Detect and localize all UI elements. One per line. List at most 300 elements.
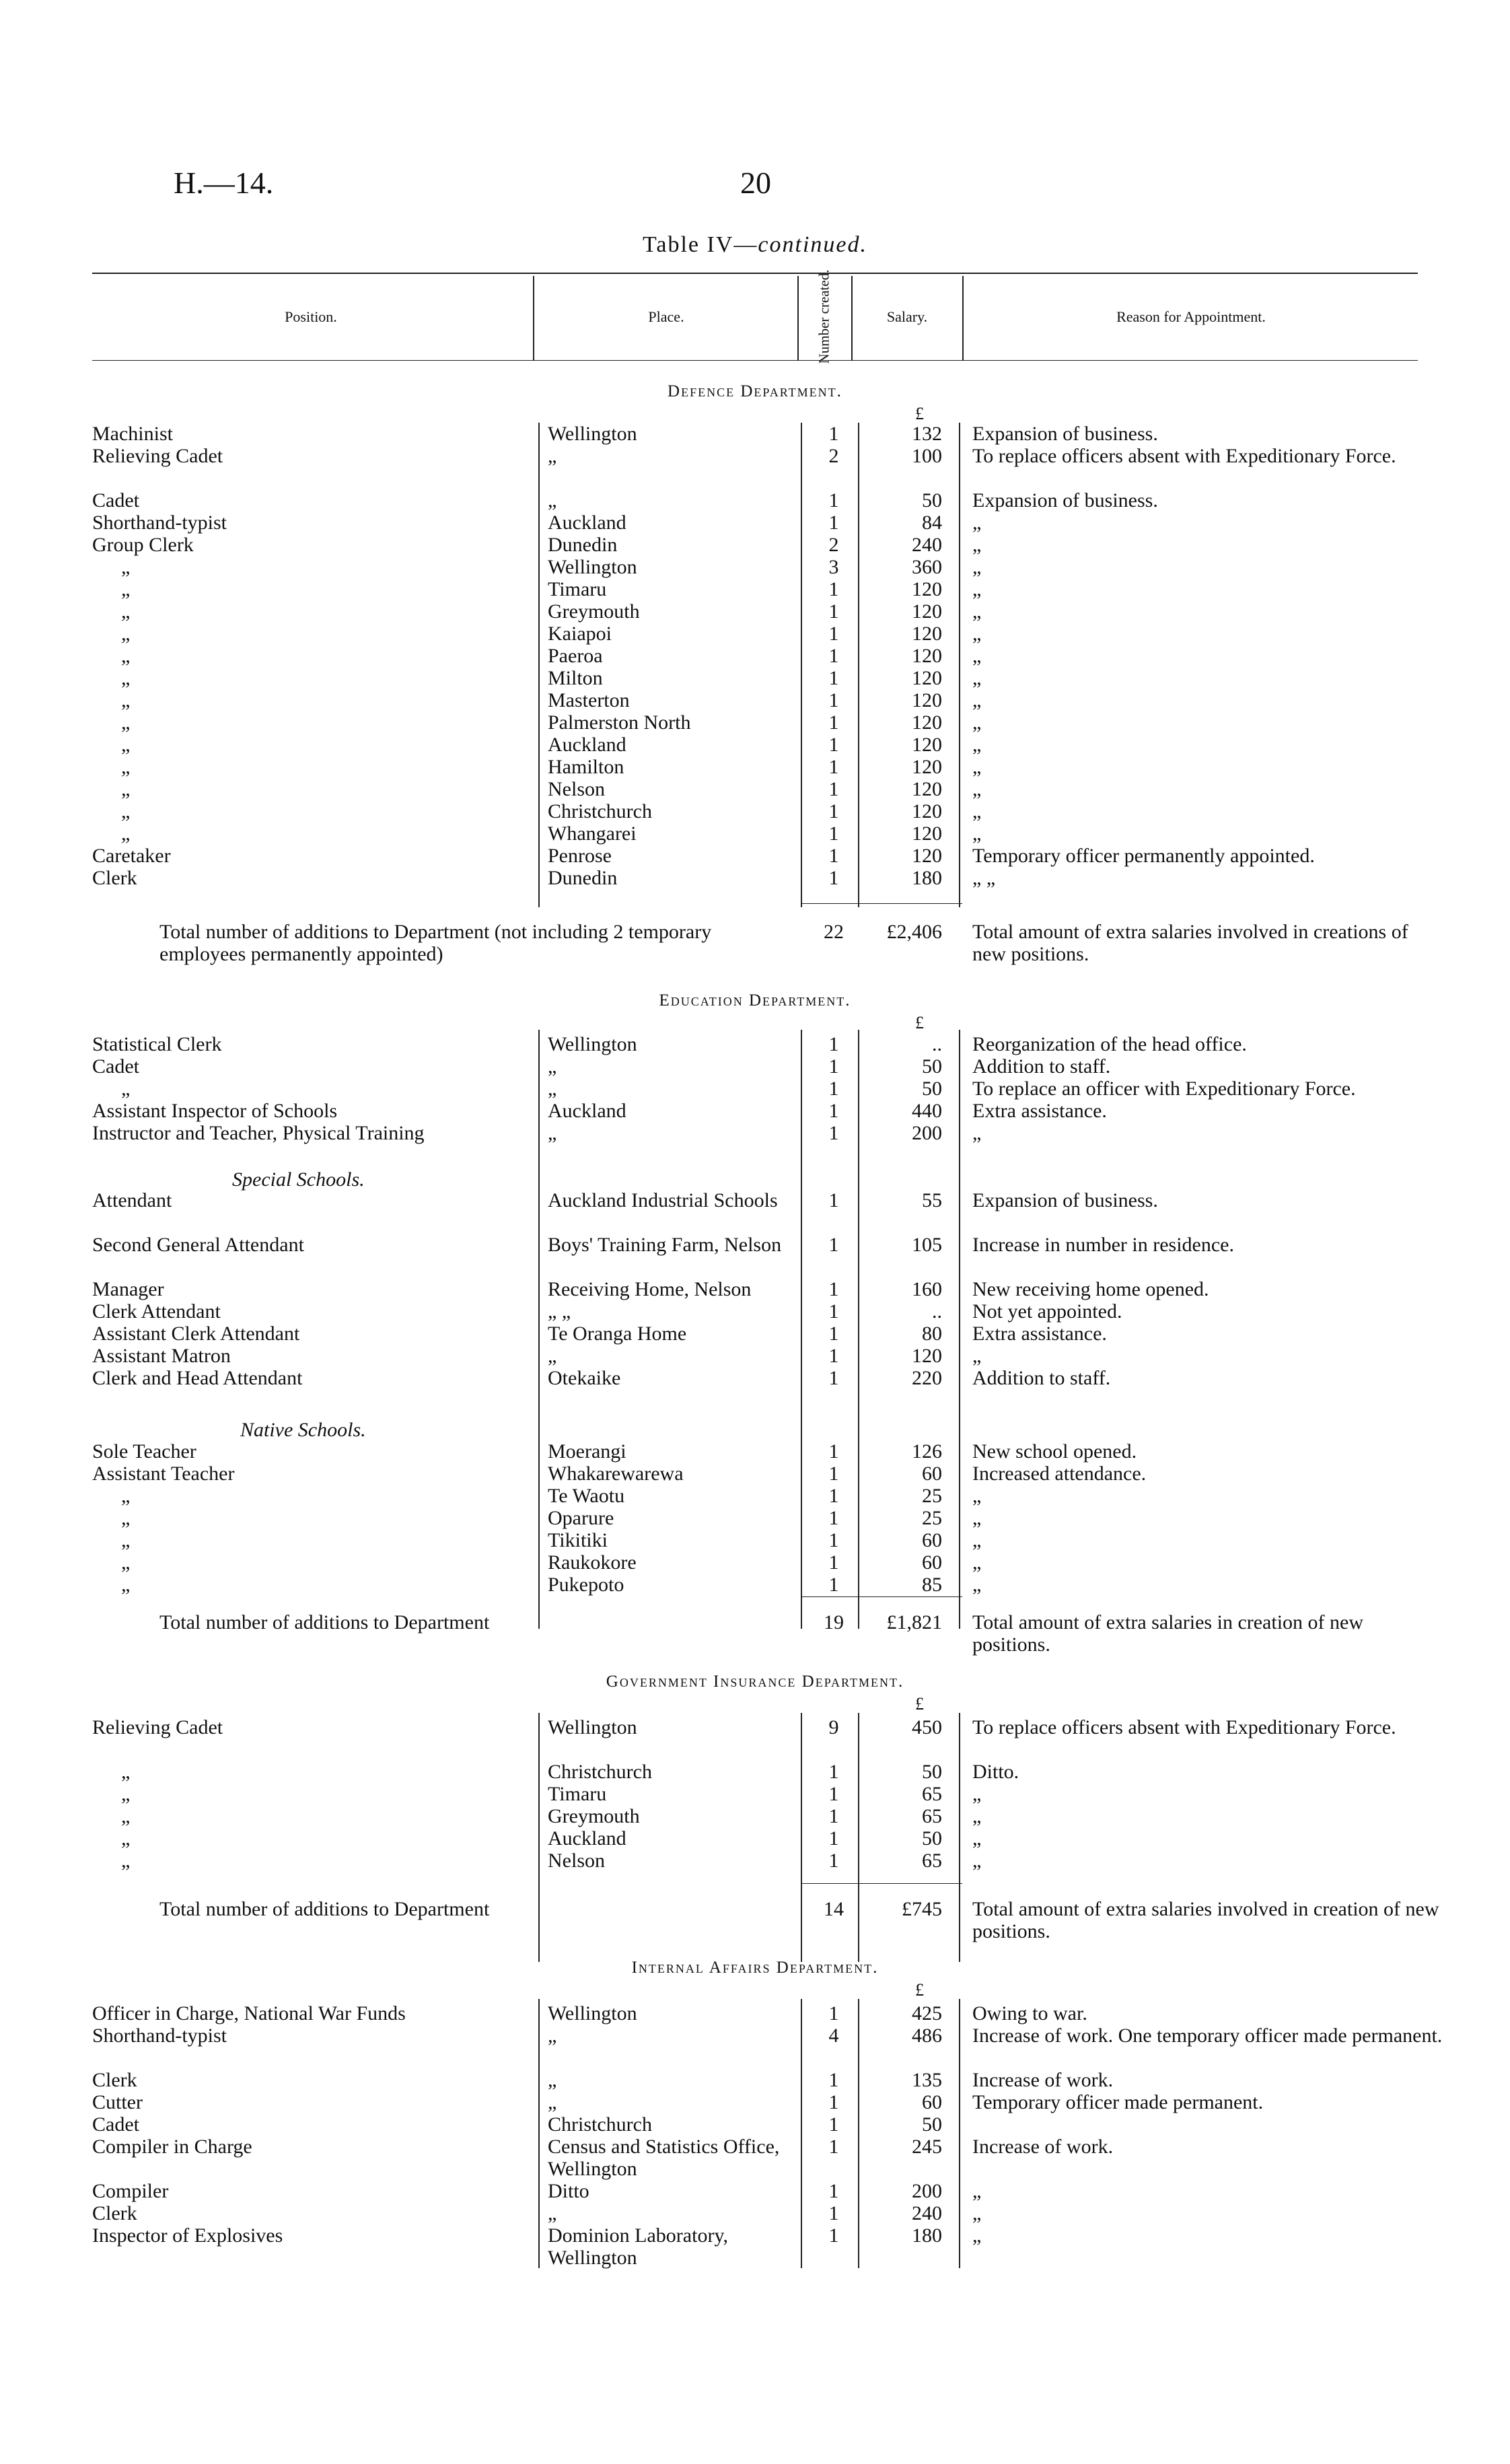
place-cell: Penrose xyxy=(548,845,612,867)
reason-cell: To replace an officer with Expeditionary Force. xyxy=(972,1078,1356,1100)
position-cell: „ xyxy=(121,1761,131,1783)
salary-cell: 25 xyxy=(922,1485,942,1507)
number-cell: 1 xyxy=(828,1323,839,1345)
number-cell: 9 xyxy=(828,1716,839,1738)
position-cell: „ xyxy=(121,1078,131,1100)
reason-cell: New receiving home opened. xyxy=(972,1278,1209,1300)
salary-cell: 50 xyxy=(922,1761,942,1783)
number-cell: 1 xyxy=(828,1055,839,1078)
number-cell: 1 xyxy=(828,689,839,711)
position-cell: Cadet xyxy=(92,489,139,512)
reason-cell: Addition to staff. xyxy=(972,1055,1111,1078)
number-cell: 1 xyxy=(828,1463,839,1485)
place-cell: „ xyxy=(548,2202,557,2224)
salary-cell: 120 xyxy=(912,800,942,822)
reason-cell: „ xyxy=(972,756,982,778)
number-cell: 1 xyxy=(828,667,839,689)
salary-cell: 180 xyxy=(912,2224,942,2247)
number-cell: 1 xyxy=(828,645,839,667)
place-cell: Paeroa xyxy=(548,645,603,667)
place-cell: Te Waotu xyxy=(548,1485,625,1507)
number-cell: 1 xyxy=(828,512,839,534)
salary-cell: 220 xyxy=(912,1367,942,1389)
insurance-total-number: 14 xyxy=(824,1898,844,1920)
salary-cell: 50 xyxy=(922,489,942,512)
number-cell: 2 xyxy=(828,445,839,467)
reason-cell: „ xyxy=(972,600,982,623)
salary-cell: 65 xyxy=(922,1783,942,1805)
reason-cell: Extra assistance. xyxy=(972,1100,1107,1122)
reason-cell: „ xyxy=(972,1783,982,1805)
place-cell: „ xyxy=(548,489,557,512)
number-cell: 1 xyxy=(828,1300,839,1323)
salary-cell: 450 xyxy=(912,1716,942,1738)
position-cell: Assistant Clerk Attendant xyxy=(92,1323,300,1345)
number-cell: 1 xyxy=(828,2069,839,2091)
salary-cell: 100 xyxy=(912,445,942,467)
reason-cell: „ xyxy=(972,1507,982,1529)
reason-cell: „ xyxy=(972,534,982,556)
reason-cell: Owing to war. xyxy=(972,2002,1087,2025)
number-cell: 1 xyxy=(828,800,839,822)
number-cell: 1 xyxy=(828,1440,839,1463)
place-cell: „ xyxy=(548,1055,557,1078)
salary-cell: 55 xyxy=(922,1189,942,1211)
position-cell: Assistant Matron xyxy=(92,1345,231,1367)
salary-cell: 60 xyxy=(922,1463,942,1485)
place-cell: Auckland xyxy=(548,1827,626,1850)
reason-cell: Addition to staff. xyxy=(972,1367,1111,1389)
number-cell: 1 xyxy=(828,1529,839,1551)
salary-cell: 60 xyxy=(922,2091,942,2113)
subheading-special-schools: Special Schools. xyxy=(232,1168,365,1191)
position-cell: Clerk and Head Attendant xyxy=(92,1367,303,1389)
position-cell: Clerk Attendant xyxy=(92,1300,221,1323)
salary-cell: 80 xyxy=(922,1323,942,1345)
number-cell: 1 xyxy=(828,756,839,778)
position-cell: Instructor and Teacher, Physical Training xyxy=(92,1122,425,1144)
currency-symbol: £ xyxy=(915,1980,924,2000)
table-title-cont: continued. xyxy=(758,232,867,257)
position-cell: „ xyxy=(121,556,131,578)
reason-cell: „ xyxy=(972,778,982,800)
number-cell: 1 xyxy=(828,845,839,867)
place-cell: Timaru xyxy=(548,1783,607,1805)
reason-cell: „ xyxy=(972,667,982,689)
table-title-main: Table IV— xyxy=(643,232,758,257)
col-header-place: Place. xyxy=(648,308,684,325)
reason-cell: „ xyxy=(972,512,982,534)
number-cell: 1 xyxy=(828,623,839,645)
col-divider xyxy=(801,1999,802,2268)
place-cell: Christchurch xyxy=(548,2113,652,2136)
number-cell: 1 xyxy=(828,1761,839,1783)
reason-cell: „ „ xyxy=(972,867,996,889)
reason-cell: „ xyxy=(972,623,982,645)
reason-cell: To replace officers absent with Expeditionary Force. xyxy=(972,445,1396,467)
place-cell: Whangarei xyxy=(548,822,637,845)
number-cell: 1 xyxy=(828,778,839,800)
reason-cell: Expansion of business. xyxy=(972,489,1158,512)
reason-cell: „ xyxy=(972,645,982,667)
place-cell: Greymouth xyxy=(548,1805,640,1827)
position-cell: „ xyxy=(121,1574,131,1596)
col-divider xyxy=(538,423,540,907)
salary-cell: 120 xyxy=(912,778,942,800)
position-cell: Caretaker xyxy=(92,845,171,867)
number-cell: 1 xyxy=(828,1234,839,1256)
salary-cell: 60 xyxy=(922,1529,942,1551)
number-cell: 1 xyxy=(828,2091,839,2113)
position-cell: „ xyxy=(121,800,131,822)
total-rule xyxy=(801,903,962,904)
reason-cell: „ xyxy=(972,578,982,600)
number-cell: 1 xyxy=(828,1783,839,1805)
reason-cell: New school opened. xyxy=(972,1440,1137,1463)
position-cell: Shorthand-typist xyxy=(92,512,227,534)
col-header-position: Position. xyxy=(285,308,337,325)
position-cell: Clerk xyxy=(92,867,137,889)
col-divider xyxy=(533,276,534,360)
position-cell: „ xyxy=(121,734,131,756)
reason-cell: „ xyxy=(972,800,982,822)
col-divider xyxy=(851,276,853,360)
reason-cell: Not yet appointed. xyxy=(972,1300,1122,1323)
number-cell: 1 xyxy=(828,1850,839,1872)
number-cell: 1 xyxy=(828,1189,839,1211)
number-cell: 1 xyxy=(828,1485,839,1507)
reason-cell: Temporary officer permanently appointed. xyxy=(972,845,1315,867)
position-cell: „ xyxy=(121,822,131,845)
reason-cell: Increase of work. xyxy=(972,2136,1114,2158)
position-cell: „ xyxy=(121,711,131,734)
currency-symbol: £ xyxy=(915,1013,924,1032)
position-cell: „ xyxy=(121,1551,131,1574)
reason-cell: „ xyxy=(972,1122,982,1144)
col-divider xyxy=(538,1999,540,2268)
position-cell: Clerk xyxy=(92,2202,137,2224)
position-cell: Compiler xyxy=(92,2180,169,2202)
number-cell: 4 xyxy=(828,2025,839,2047)
position-cell: Statistical Clerk xyxy=(92,1033,222,1055)
place-cell: „ xyxy=(548,2069,557,2091)
place-cell: Raukokore xyxy=(548,1551,637,1574)
col-divider xyxy=(801,1713,802,1962)
position-cell: Shorthand-typist xyxy=(92,2025,227,2047)
place-cell: Receiving Home, Nelson xyxy=(548,1278,752,1300)
number-cell: 1 xyxy=(828,1574,839,1596)
reason-cell: „ xyxy=(972,689,982,711)
number-cell: 1 xyxy=(828,2113,839,2136)
position-cell: Clerk xyxy=(92,2069,137,2091)
position-cell: Assistant Teacher xyxy=(92,1463,235,1485)
education-total-number: 19 xyxy=(824,1611,844,1633)
position-cell: Inspector of Explosives xyxy=(92,2224,283,2247)
col-divider xyxy=(797,276,799,360)
salary-cell: 180 xyxy=(912,867,942,889)
salary-cell: 200 xyxy=(912,1122,942,1144)
place-cell: Ditto xyxy=(548,2180,589,2202)
number-cell: 1 xyxy=(828,2224,839,2247)
report-code: H.—14. xyxy=(174,166,274,200)
number-cell: 1 xyxy=(828,2002,839,2025)
position-cell: „ xyxy=(121,1850,131,1872)
position-cell: Compiler in Charge xyxy=(92,2136,252,2158)
reason-cell: „ xyxy=(972,822,982,845)
salary-cell: 60 xyxy=(922,1551,942,1574)
reason-cell: „ xyxy=(972,1850,982,1872)
position-cell: „ xyxy=(121,1529,131,1551)
salary-cell: 135 xyxy=(912,2069,942,2091)
number-cell: 1 xyxy=(828,1078,839,1100)
place-cell: Whakarewarewa xyxy=(548,1463,684,1485)
salary-cell: 50 xyxy=(922,2113,942,2136)
number-cell: 1 xyxy=(828,1805,839,1827)
position-cell: Attendant xyxy=(92,1189,172,1211)
position-cell: „ xyxy=(121,778,131,800)
defence-total-salary: £2,406 xyxy=(886,921,942,943)
number-cell: 1 xyxy=(828,489,839,512)
section-heading-defence: Defence Department. xyxy=(668,382,842,400)
number-cell: 1 xyxy=(828,1507,839,1529)
position-cell: „ xyxy=(121,1783,131,1805)
insurance-total-salary: £745 xyxy=(902,1898,942,1920)
reason-cell: Temporary officer made permanent. xyxy=(972,2091,1264,2113)
position-cell: Cadet xyxy=(92,1055,139,1078)
section-heading-education: Education Department. xyxy=(659,991,851,1010)
salary-cell: 120 xyxy=(912,645,942,667)
col-header-number: Number created. xyxy=(816,269,832,364)
place-cell: Dunedin xyxy=(548,867,618,889)
place-cell: Otekaike xyxy=(548,1367,621,1389)
place-cell: Wellington xyxy=(548,1716,637,1738)
place-cell: Milton xyxy=(548,667,603,689)
number-cell: 1 xyxy=(828,734,839,756)
currency-symbol: £ xyxy=(915,404,924,423)
place-cell: Tikitiki xyxy=(548,1529,608,1551)
position-cell: Group Clerk xyxy=(92,534,194,556)
reason-cell: „ xyxy=(972,1529,982,1551)
number-cell: 3 xyxy=(828,556,839,578)
place-cell: Nelson xyxy=(548,778,605,800)
place-cell: Dunedin xyxy=(548,534,618,556)
reason-cell: „ xyxy=(972,2224,982,2247)
position-cell: Sole Teacher xyxy=(92,1440,196,1463)
position-cell: „ xyxy=(121,667,131,689)
education-total-label: Total number of additions to Department xyxy=(159,1611,490,1633)
place-cell: „ xyxy=(548,2091,557,2113)
salary-cell: .. xyxy=(932,1033,942,1055)
col-header-reason: Reason for Appointment. xyxy=(1116,308,1266,325)
place-cell: „ xyxy=(548,1078,557,1100)
reason-cell: „ xyxy=(972,1551,982,1574)
place-cell: Te Oranga Home xyxy=(548,1323,687,1345)
reason-cell: Increase of work. One temporary officer made permanent. xyxy=(972,2025,1443,2047)
salary-cell: 85 xyxy=(922,1574,942,1596)
reason-cell: „ xyxy=(972,1827,982,1850)
number-cell: 1 xyxy=(828,1278,839,1300)
place-cell: Oparure xyxy=(548,1507,614,1529)
reason-cell: „ xyxy=(972,2202,982,2224)
place-cell: Moerangi xyxy=(548,1440,626,1463)
position-cell: „ xyxy=(121,578,131,600)
place-cell: Timaru xyxy=(548,578,607,600)
salary-cell: .. xyxy=(932,1300,942,1323)
reason-cell: Expansion of business. xyxy=(972,423,1158,445)
total-rule xyxy=(801,1883,962,1884)
number-cell: 1 xyxy=(828,1367,839,1389)
table-title xyxy=(0,232,1510,258)
salary-cell: 132 xyxy=(912,423,942,445)
place-cell: Census and Statistics Office, Wellington xyxy=(548,2136,780,2180)
reason-cell: „ xyxy=(972,1345,982,1367)
place-cell: Auckland xyxy=(548,734,626,756)
reason-cell: „ xyxy=(972,556,982,578)
reason-cell: Extra assistance. xyxy=(972,1323,1107,1345)
total-rule xyxy=(801,1596,962,1597)
number-cell: 1 xyxy=(828,423,839,445)
salary-cell: 50 xyxy=(922,1055,942,1078)
salary-cell: 120 xyxy=(912,667,942,689)
number-cell: 1 xyxy=(828,1122,839,1144)
reason-cell: „ xyxy=(972,711,982,734)
place-cell: „ xyxy=(548,1122,557,1144)
col-divider xyxy=(959,423,960,907)
salary-cell: 240 xyxy=(912,534,942,556)
number-cell: 1 xyxy=(828,1345,839,1367)
salary-cell: 120 xyxy=(912,845,942,867)
position-cell: „ xyxy=(121,1507,131,1529)
position-cell: „ xyxy=(121,1827,131,1850)
salary-cell: 105 xyxy=(912,1234,942,1256)
number-cell: 1 xyxy=(828,1100,839,1122)
insurance-total-reason: Total amount of extra salaries involved in creation of new positions. xyxy=(972,1898,1439,1942)
col-divider xyxy=(962,276,964,360)
place-cell: Auckland Industrial Schools xyxy=(548,1189,778,1211)
number-cell: 2 xyxy=(828,534,839,556)
col-header-salary: Salary. xyxy=(886,308,928,325)
reason-cell: Expansion of business. xyxy=(972,1189,1158,1211)
place-cell: Auckland xyxy=(548,512,626,534)
position-cell: Machinist xyxy=(92,423,173,445)
col-divider xyxy=(959,1999,960,2268)
place-cell: Wellington xyxy=(548,423,637,445)
col-divider xyxy=(538,1713,540,1962)
position-cell: „ xyxy=(121,600,131,623)
insurance-total-label: Total number of additions to Department xyxy=(159,1898,490,1920)
salary-cell: 120 xyxy=(912,578,942,600)
reason-cell: To replace officers absent with Expeditionary Force. xyxy=(972,1716,1396,1738)
number-cell: 1 xyxy=(828,1033,839,1055)
position-cell: Cadet xyxy=(92,2113,139,2136)
reason-cell: „ xyxy=(972,1485,982,1507)
section-heading-internal-affairs: Internal Affairs Department. xyxy=(631,1959,879,1977)
currency-symbol: £ xyxy=(915,1694,924,1714)
place-cell: Masterton xyxy=(548,689,630,711)
education-total-salary: £1,821 xyxy=(886,1611,942,1633)
salary-cell: 200 xyxy=(912,2180,942,2202)
salary-cell: 120 xyxy=(912,756,942,778)
salary-cell: 84 xyxy=(922,512,942,534)
reason-cell: Increase in number in residence. xyxy=(972,1234,1234,1256)
number-cell: 1 xyxy=(828,822,839,845)
place-cell: „ xyxy=(548,445,557,467)
salary-cell: 120 xyxy=(912,689,942,711)
number-cell: 1 xyxy=(828,578,839,600)
place-cell: Pukepoto xyxy=(548,1574,624,1596)
number-cell: 1 xyxy=(828,2180,839,2202)
number-cell: 1 xyxy=(828,711,839,734)
position-cell: Cutter xyxy=(92,2091,143,2113)
place-cell: Greymouth xyxy=(548,600,640,623)
position-cell: Relieving Cadet xyxy=(92,1716,223,1738)
position-cell: Second General Attendant xyxy=(92,1234,304,1256)
header-bottom-rule xyxy=(92,360,1418,361)
salary-cell: 486 xyxy=(912,2025,942,2047)
number-cell: 1 xyxy=(828,867,839,889)
number-cell: 1 xyxy=(828,1827,839,1850)
number-cell: 1 xyxy=(828,2202,839,2224)
place-cell: Boys' Training Farm, Nelson xyxy=(548,1234,782,1256)
position-cell: „ xyxy=(121,756,131,778)
place-cell: Nelson xyxy=(548,1850,605,1872)
reason-cell: „ xyxy=(972,2180,982,2202)
place-cell: „ „ xyxy=(548,1300,571,1323)
place-cell: Palmerston North xyxy=(548,711,691,734)
reason-cell: „ xyxy=(972,734,982,756)
reason-cell: Ditto. xyxy=(972,1761,1019,1783)
defence-total-label: Total number of additions to Department (not including 2 temporary employees permanently appointed) xyxy=(159,921,712,965)
position-cell: „ xyxy=(121,1805,131,1827)
salary-cell: 50 xyxy=(922,1078,942,1100)
reason-cell: Increase of work. xyxy=(972,2069,1114,2091)
position-cell: Officer in Charge, National War Funds xyxy=(92,2002,406,2025)
position-cell: Relieving Cadet xyxy=(92,445,223,467)
place-cell: Wellington xyxy=(548,556,637,578)
position-cell: Assistant Inspector of Schools xyxy=(92,1100,338,1122)
education-total-reason: Total amount of extra salaries in creation of new positions. xyxy=(972,1611,1364,1656)
number-cell: 1 xyxy=(828,1551,839,1574)
place-cell: Kaiapoi xyxy=(548,623,612,645)
salary-cell: 120 xyxy=(912,1345,942,1367)
salary-cell: 245 xyxy=(912,2136,942,2158)
salary-cell: 120 xyxy=(912,822,942,845)
header-top-rule xyxy=(92,273,1418,274)
salary-cell: 25 xyxy=(922,1507,942,1529)
col-divider xyxy=(801,1030,802,1629)
col-divider xyxy=(959,1713,960,1962)
position-cell: „ xyxy=(121,1485,131,1507)
section-heading-insurance: Government Insurance Department. xyxy=(606,1673,904,1691)
col-divider xyxy=(801,423,802,907)
position-cell: „ xyxy=(121,689,131,711)
salary-cell: 120 xyxy=(912,734,942,756)
page-number: 20 xyxy=(740,166,771,200)
place-cell: Hamilton xyxy=(548,756,624,778)
subheading-native-schools: Native Schools. xyxy=(240,1419,366,1441)
defence-total-number: 22 xyxy=(824,921,844,943)
salary-cell: 160 xyxy=(912,1278,942,1300)
position-cell: „ xyxy=(121,645,131,667)
salary-cell: 65 xyxy=(922,1850,942,1872)
salary-cell: 425 xyxy=(912,2002,942,2025)
col-divider xyxy=(538,1030,540,1629)
position-cell: „ xyxy=(121,623,131,645)
position-cell: Manager xyxy=(92,1278,164,1300)
place-cell: Christchurch xyxy=(548,800,652,822)
defence-total-reason: Total amount of extra salaries involved in creations of new positions. xyxy=(972,921,1408,965)
place-cell: Wellington xyxy=(548,1033,637,1055)
